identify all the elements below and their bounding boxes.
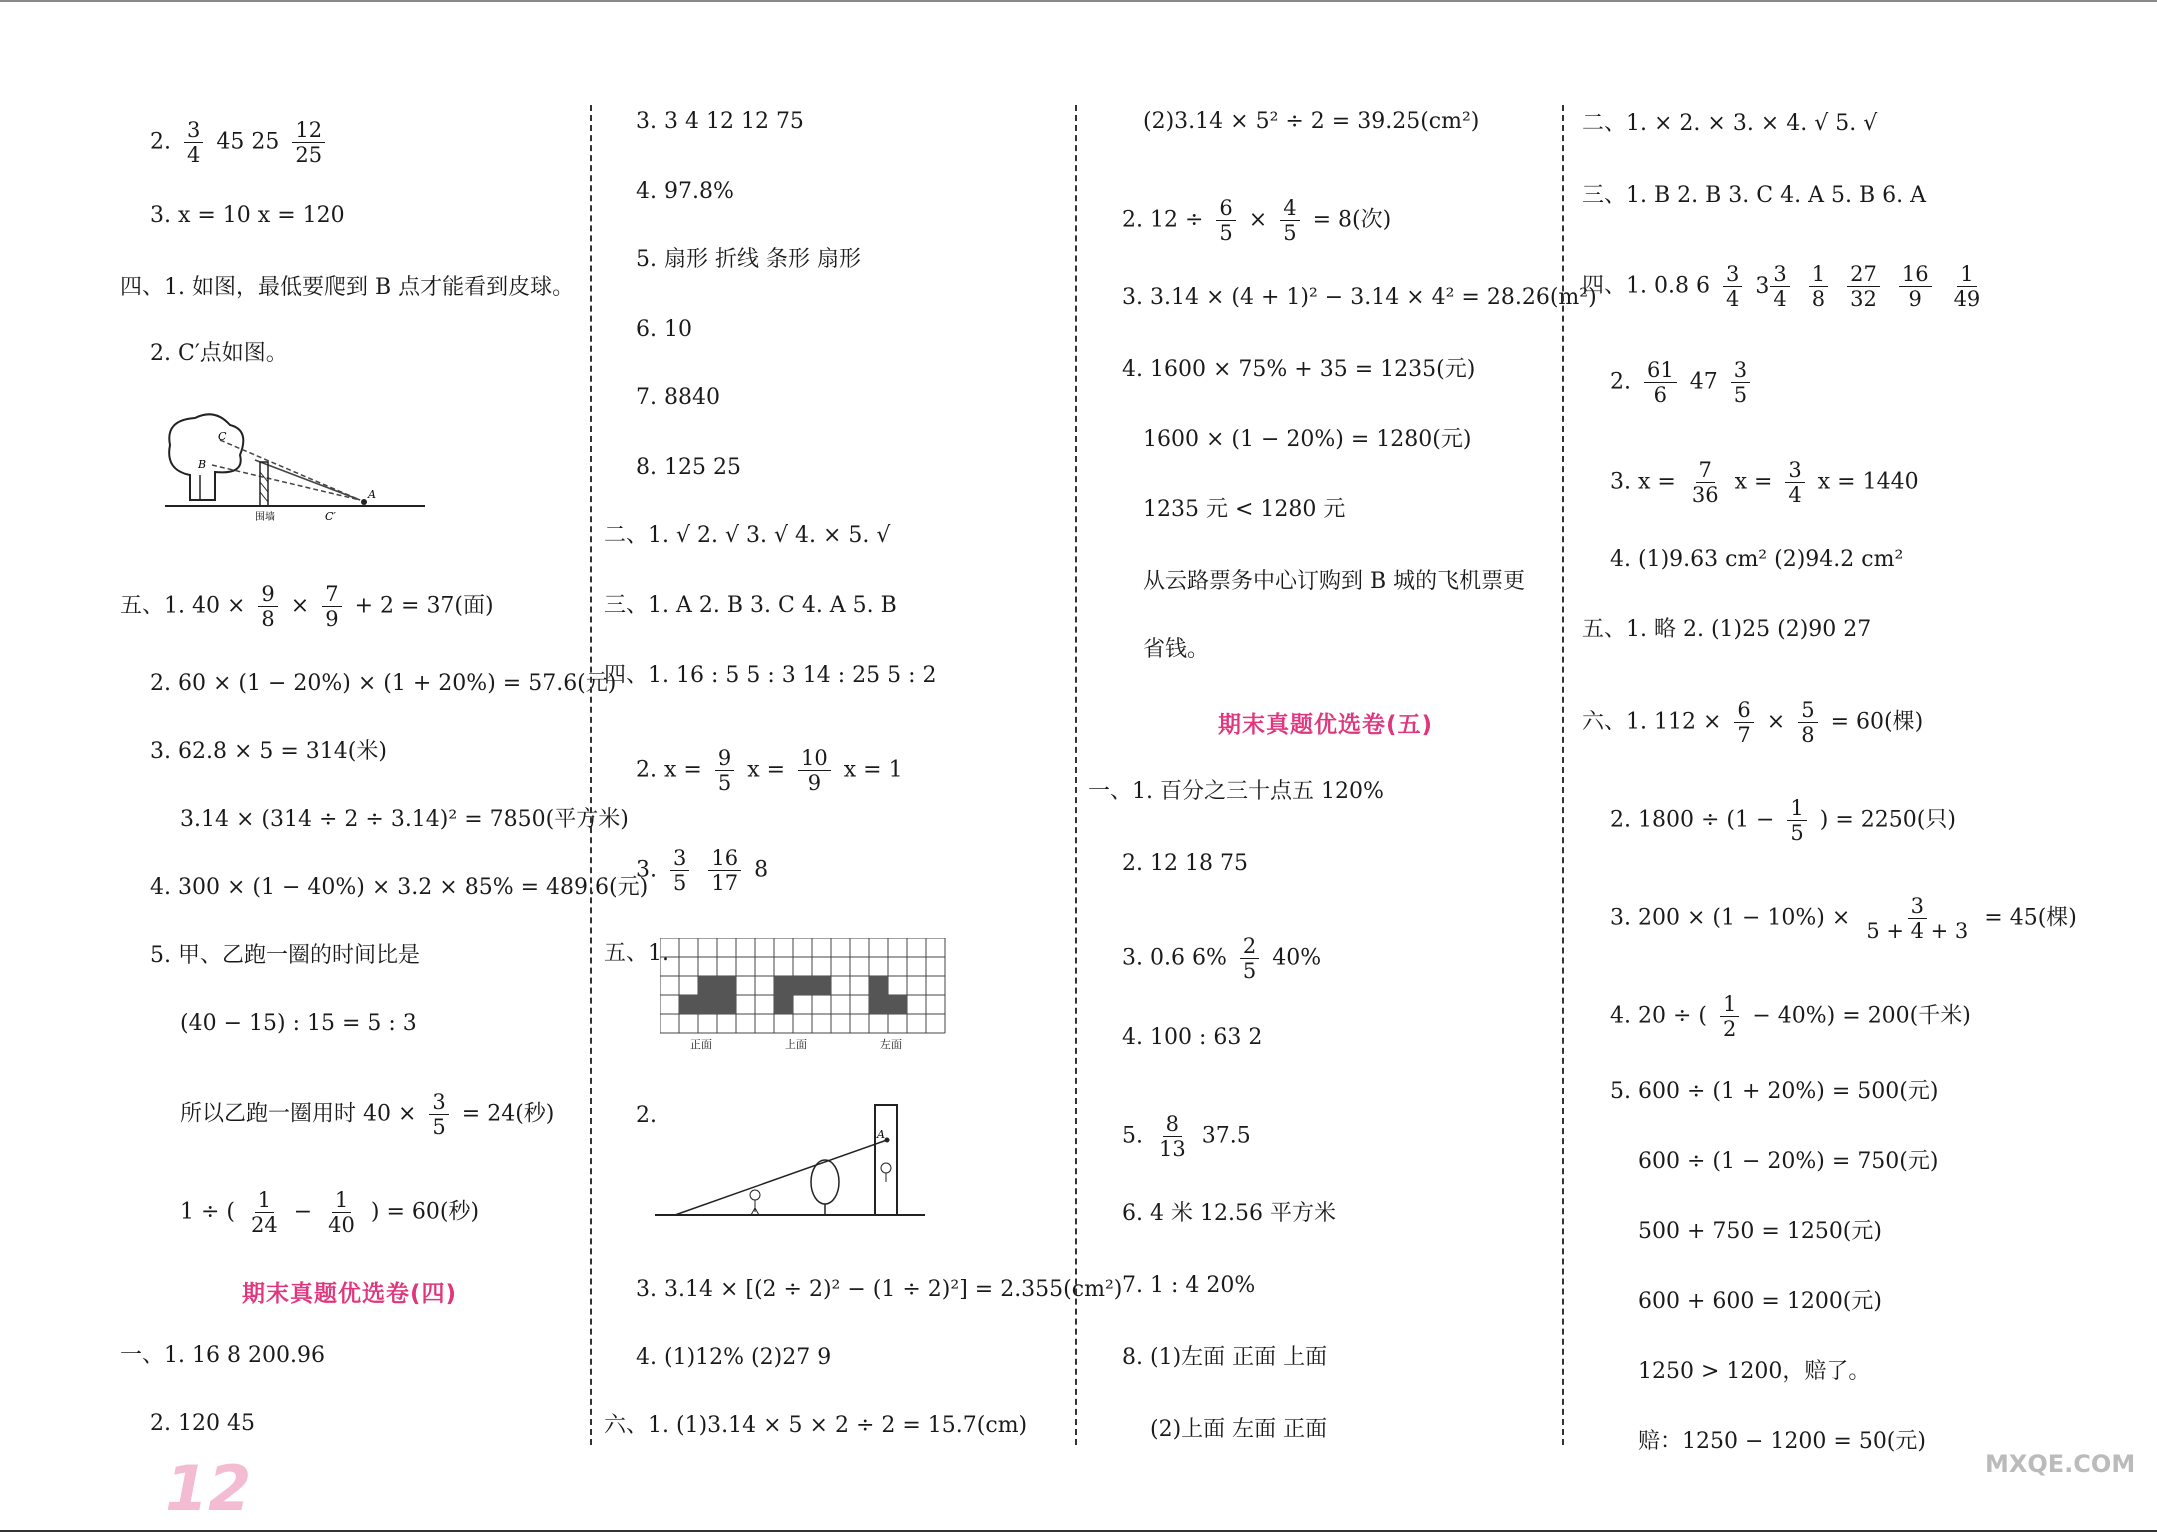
answer-line: (40 − 15) : 15 = 5 : 3: [180, 1011, 417, 1036]
label-a: A: [368, 488, 376, 501]
answer-line: 3. 62.8 × 5 = 314(米): [150, 739, 387, 764]
page-bottom-border: [0, 1530, 2157, 1532]
fraction: $\frac{16}{17}$: [708, 846, 741, 895]
fraction: $\frac{10}{9}$: [798, 746, 831, 795]
grid-label-top: 上面: [785, 1038, 807, 1051]
answer-line: 1235 元 < 1280 元: [1143, 497, 1346, 522]
fraction: $\frac{12}{25}$: [292, 118, 325, 167]
answer-line: 8. 125 25: [636, 455, 741, 480]
section-title: 期末真题优选卷(四): [242, 1281, 458, 1307]
answer-line: 2. $\frac{3}{4}$ 45 25 $\frac{12}{25}$: [150, 118, 331, 167]
answer-line: 2. 12 ÷ $\frac{6}{5}$ × $\frac{4}{5}$ = 8(次): [1122, 196, 1392, 245]
answer-line: 四、1. 0.8 6 $\frac{3}{4}$ 3 $\frac{3}{4}$ $\frac{1}{8}$ $\frac{27}{32}$ $\frac{16}{9}$ $\frac{1}{49}$: [1582, 262, 1989, 311]
grid-label-front: 正面: [690, 1038, 712, 1051]
page-number: 12: [165, 1452, 252, 1525]
fraction: $\frac{1}{49}$: [1953, 262, 1981, 311]
answer-line: 1 ÷ ( $\frac{1}{24}$ − $\frac{1}{40}$ ) = 60(秒): [180, 1188, 480, 1237]
shadow-figure: [655, 1100, 925, 1220]
grid-label-left: 左面: [880, 1038, 902, 1051]
answer-line: 6. 10: [636, 317, 692, 342]
fraction: $\frac{3}{4}$: [1723, 262, 1742, 311]
answer-line: 3. x = $\frac{7}{36}$ x = $\frac{3}{4}$ x = 1440: [1610, 458, 1919, 507]
answer-line: 五、1. 略 2. (1)25 (2)90 27: [1582, 617, 1872, 642]
answer-line: 5. 甲、乙跑一圈的时间比是: [150, 943, 420, 968]
fraction: $\frac{9}{8}$: [258, 582, 277, 631]
answer-line: 4. 1600 × 75% + 35 = 1235(元): [1122, 357, 1476, 382]
label-wall: 围墙: [255, 512, 275, 523]
answer-line: 四、1. 16 : 5 5 : 3 14 : 25 5 : 2: [604, 663, 937, 688]
answer-line: 5. 600 ÷ (1 + 20%) = 500(元): [1610, 1079, 1939, 1104]
answer-line: 3. 3.14 × (4 + 1)² − 3.14 × 4² = 28.26(m²): [1122, 285, 1597, 310]
fraction: $\frac{6}{5}$: [1216, 196, 1235, 245]
label-c-prime: C′: [325, 510, 336, 523]
answer-line: 3. 3 4 12 12 75: [636, 109, 804, 134]
answer-line: 二、1. √ 2. √ 3. √ 4. × 5. √: [604, 523, 891, 548]
answer-line: 1600 × (1 − 20%) = 1280(元): [1143, 427, 1472, 452]
answer-line: 5. 扇形 折线 条形 扇形: [636, 247, 861, 272]
column-divider: [1075, 105, 1077, 1445]
answer-line: 2.: [636, 1103, 657, 1128]
fraction: $\frac{61}{6}$: [1644, 358, 1677, 407]
fraction: $\frac{3}{5}$: [1731, 358, 1750, 407]
fraction: $\frac{2}{5}$: [1240, 934, 1259, 983]
fraction: $\frac{7}{36}$: [1691, 458, 1719, 507]
fraction: $\frac{7}{9}$: [322, 582, 341, 631]
fraction: $\frac{4}{5}$: [1280, 196, 1299, 245]
answer-line: 4. (1)12% (2)27 9: [636, 1345, 832, 1370]
answer-line: 1250 > 1200，赔了。: [1638, 1359, 1871, 1384]
mixed-number: 3 $\frac{3}{4}$: [1755, 262, 1795, 311]
label-a: A: [877, 1128, 885, 1141]
answer-line: (2)3.14 × 5² ÷ 2 = 39.25(cm²): [1143, 109, 1480, 134]
answer-line: 2. 120 45: [150, 1411, 255, 1436]
fraction: $\frac{3}{5 + 4 + 3}$: [1866, 894, 1969, 943]
answer-line: 三、1. A 2. B 3. C 4. A 5. B: [604, 593, 897, 618]
answer-line: 4. 97.8%: [636, 179, 734, 204]
answer-line: 2. 1800 ÷ (1 − $\frac{1}{5}$ ) = 2250(只): [1610, 796, 1956, 845]
answer-line: 从云路票务中心订购到 B 城的飞机票更: [1143, 569, 1526, 594]
answer-line: 3. 3.14 × [(2 ÷ 2)² − (1 ÷ 2)²] = 2.355(cm²): [636, 1277, 1123, 1302]
fraction: $\frac{1}{24}$: [251, 1188, 278, 1237]
fraction: $\frac{3}{4}$: [1785, 458, 1804, 507]
answer-line: 4. 20 ÷ ( $\frac{1}{2}$ − 40%) = 200(千米): [1610, 992, 1971, 1041]
answer-line: 三、1. B 2. B 3. C 4. A 5. B 6. A: [1582, 183, 1926, 208]
fraction: $\frac{3}{4}$: [1770, 262, 1789, 311]
answer-line: 六、1. (1)3.14 × 5 × 2 ÷ 2 = 15.7(cm): [604, 1413, 1028, 1438]
fraction: $\frac{16}{9}$: [1899, 262, 1932, 311]
section-title: 期末真题优选卷(五): [1218, 712, 1434, 738]
answer-line: 一、1. 百分之三十点五 120%: [1088, 779, 1384, 804]
tree-wall-figure: [160, 410, 430, 525]
watermark: MXQE.COM: [1985, 1450, 2136, 1478]
answer-line: 五、1. 40 × $\frac{9}{8}$ × $\frac{7}{9}$ + 2 = 37(面): [120, 582, 494, 631]
fraction: $\frac{1}{2}$: [1720, 992, 1739, 1041]
fraction: $\frac{1}{5}$: [1787, 796, 1806, 845]
fraction: $\frac{1}{8}$: [1809, 262, 1828, 311]
answer-line: 3. 200 × (1 − 10%) × $\frac{3}{5 + 4 + 3}$ = 45(棵): [1610, 894, 2077, 943]
answer-line: 3. $\frac{3}{5}$ $\frac{16}{17}$ 8: [636, 846, 769, 895]
answer-line: 2. 60 × (1 − 20%) × (1 + 20%) = 57.6(元): [150, 671, 617, 696]
answer-line: 4. 100 : 63 2: [1122, 1025, 1263, 1050]
column-divider: [590, 105, 592, 1445]
fraction: $\frac{9}{5}$: [715, 746, 734, 795]
answer-line: (2)上面 左面 正面: [1150, 1417, 1328, 1442]
answer-line: 3.14 × (314 ÷ 2 ÷ 3.14)² = 7850(平方米): [180, 807, 629, 832]
label-c: C: [218, 430, 227, 443]
answer-line: 7. 1 : 4 20%: [1122, 1273, 1256, 1298]
answer-line: 2. x = $\frac{9}{5}$ x = $\frac{10}{9}$ x = 1: [636, 746, 903, 795]
fraction: $\frac{8}{13}$: [1159, 1112, 1186, 1161]
answer-line: 4. (1)9.63 cm² (2)94.2 cm²: [1610, 547, 1904, 572]
answer-line: 6. 4 米 12.56 平方米: [1122, 1201, 1336, 1226]
answer-line: 五、1.: [604, 941, 669, 966]
answer-line: 一、1. 16 8 200.96: [120, 1343, 325, 1368]
answer-line: 3. 0.6 6% $\frac{2}{5}$ 40%: [1122, 934, 1322, 983]
answer-line: 3. x = 10 x = 120: [150, 203, 345, 228]
answer-line: 500 + 750 = 1250(元): [1638, 1219, 1882, 1244]
fraction: $\frac{3}{5}$: [670, 846, 689, 895]
fraction: $\frac{3}{5}$: [429, 1090, 448, 1139]
answer-line: 2. C′点如图。: [150, 341, 288, 366]
fraction: $\frac{27}{32}$: [1847, 262, 1880, 311]
answer-line: 所以乙跑一圈用时 40 × $\frac{3}{5}$ = 24(秒): [180, 1090, 555, 1139]
answer-line: 省钱。: [1143, 637, 1210, 662]
answer-line: 2. 12 18 75: [1122, 851, 1248, 876]
fraction: $\frac{3}{4}$: [184, 118, 203, 167]
answer-line: 5. $\frac{8}{13}$ 37.5: [1122, 1112, 1251, 1161]
answer-line: 600 ÷ (1 − 20%) = 750(元): [1638, 1149, 1939, 1174]
answer-line: 8. (1)左面 正面 上面: [1122, 1345, 1328, 1370]
page-top-border: [0, 0, 2157, 2]
column-divider: [1562, 105, 1564, 1445]
fraction: $\frac{5}{8}$: [1798, 698, 1817, 747]
answer-line: 二、1. × 2. × 3. × 4. √ 5. √: [1582, 111, 1878, 136]
answer-line: 7. 8840: [636, 385, 720, 410]
fraction: $\frac{6}{7}$: [1734, 698, 1753, 747]
answer-line: 2. $\frac{61}{6}$ 47 $\frac{3}{5}$: [1610, 358, 1756, 407]
answer-line: 六、1. 112 × $\frac{6}{7}$ × $\frac{5}{8}$ = 60(棵): [1582, 698, 1924, 747]
answer-line: 4. 300 × (1 − 40%) × 3.2 × 85% = 489.6(元): [150, 875, 649, 900]
label-b: B: [198, 458, 207, 471]
fraction: $\frac{1}{40}$: [328, 1188, 355, 1237]
answer-line: 600 + 600 = 1200(元): [1638, 1289, 1882, 1314]
answer-line: 四、1. 如图，最低要爬到 B 点才能看到皮球。: [120, 275, 575, 300]
answer-line: 赔：1250 − 1200 = 50(元): [1638, 1429, 1926, 1454]
